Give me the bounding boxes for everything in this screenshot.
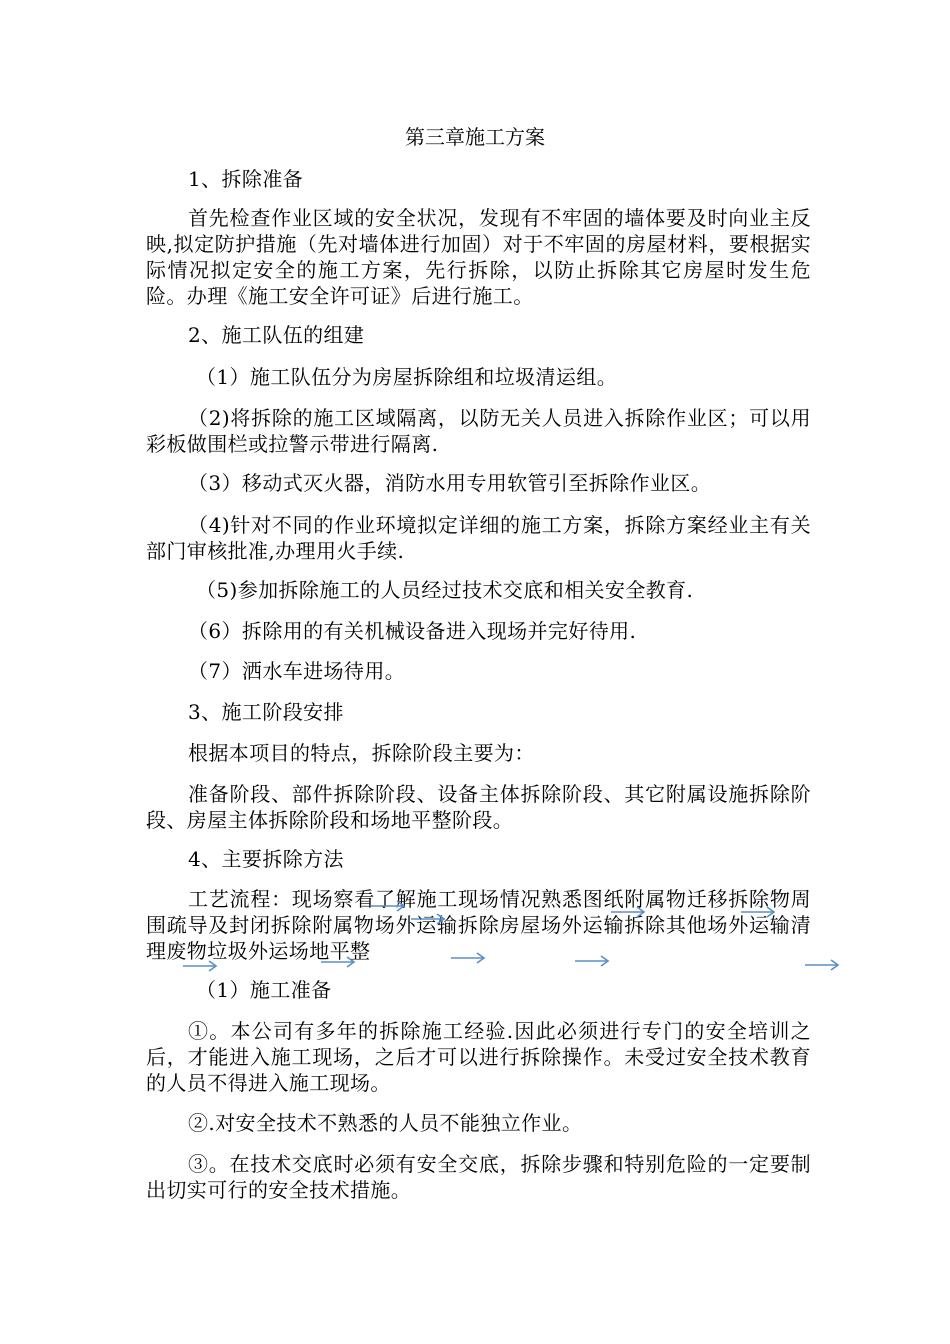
paragraph-training: ①。本公司有多年的拆除施工经验.因此必须进行专门的安全培训之后，才能进入施工现场，之后才可以进行拆除操作。未受过安全技术教育的人员不得进入施工现场。	[146, 1019, 811, 1095]
section-heading-4: 4、主要拆除方法	[188, 847, 344, 871]
paragraph-stages: 准备阶段、部件拆除阶段、设备主体拆除阶段、其它附属设施拆除阶段、房屋主体拆除阶段和场地平整阶段。	[146, 782, 811, 832]
flow-arrow-icon	[804, 958, 840, 972]
subsection-heading: （1）施工准备	[196, 978, 332, 1002]
list-item-6: （6）拆除用的有关机械设备进入现场并完好待用.	[188, 619, 637, 643]
flow-arrow-icon	[410, 912, 446, 926]
flow-arrow-icon	[610, 905, 646, 919]
paragraph-preparation: 首先检查作业区域的安全状况，发现有不牢固的墙体要及时向业主反映,拟定防护措施（先对墙体进行加固）对于不牢固的房屋材料，要根据实际情况拟定安全的施工方案，先行拆除，以防止拆除其它房屋时发生危险。办理《施工安全许可证》后进行施工。	[146, 206, 811, 308]
paragraph-process-flow: 工艺流程：现场察看了解施工现场情况熟悉图纸附属物迁移拆除物周围疏导及封闭拆除附属物场外运输拆除房屋场外运输拆除其他场外运输清理废物垃圾外运场地平整	[146, 887, 811, 963]
list-item-3: （3）移动式灭火器，消防水用专用软管引至拆除作业区。	[188, 471, 712, 495]
flow-arrow-icon	[450, 951, 486, 965]
list-item-1: （1）施工队伍分为房屋拆除组和垃圾清运组。	[196, 365, 618, 389]
chapter-title: 第三章施工方案	[405, 125, 545, 149]
flow-arrow-icon	[574, 954, 610, 968]
flow-arrow-icon	[370, 899, 406, 913]
flow-arrow-icon	[320, 955, 356, 969]
flow-arrow-icon	[740, 905, 776, 919]
list-item-7: （7）洒水车进场待用。	[188, 659, 406, 683]
flow-arrow-icon	[182, 959, 218, 973]
section-heading-3: 3、施工阶段安排	[188, 700, 344, 724]
paragraph-safety-briefing: ③。在技术交底时必须有安全交底，拆除步骤和特别危险的一定要制出切实可行的安全技术措施。	[146, 1152, 811, 1202]
section-heading-1: 1、拆除准备	[188, 167, 304, 191]
paragraph-independent-work: ②.对安全技术不熟悉的人员不能独立作业。	[188, 1111, 583, 1135]
list-item-4: （4)针对不同的作业环境拟定详细的施工方案，拆除方案经业主有关部门审核批准,办理用火手续.	[146, 513, 811, 563]
paragraph-stage-intro: 根据本项目的特点，拆除阶段主要为：	[188, 741, 535, 765]
list-item-2: （2)将拆除的施工区域隔离，以防无关人员进入拆除作业区；可以用彩板做围栏或拉警示带进行隔离.	[146, 406, 811, 456]
section-heading-2: 2、施工队伍的组建	[188, 323, 365, 347]
list-item-5: （5)参加拆除施工的人员经过技术交底和相关安全教育.	[196, 578, 694, 602]
